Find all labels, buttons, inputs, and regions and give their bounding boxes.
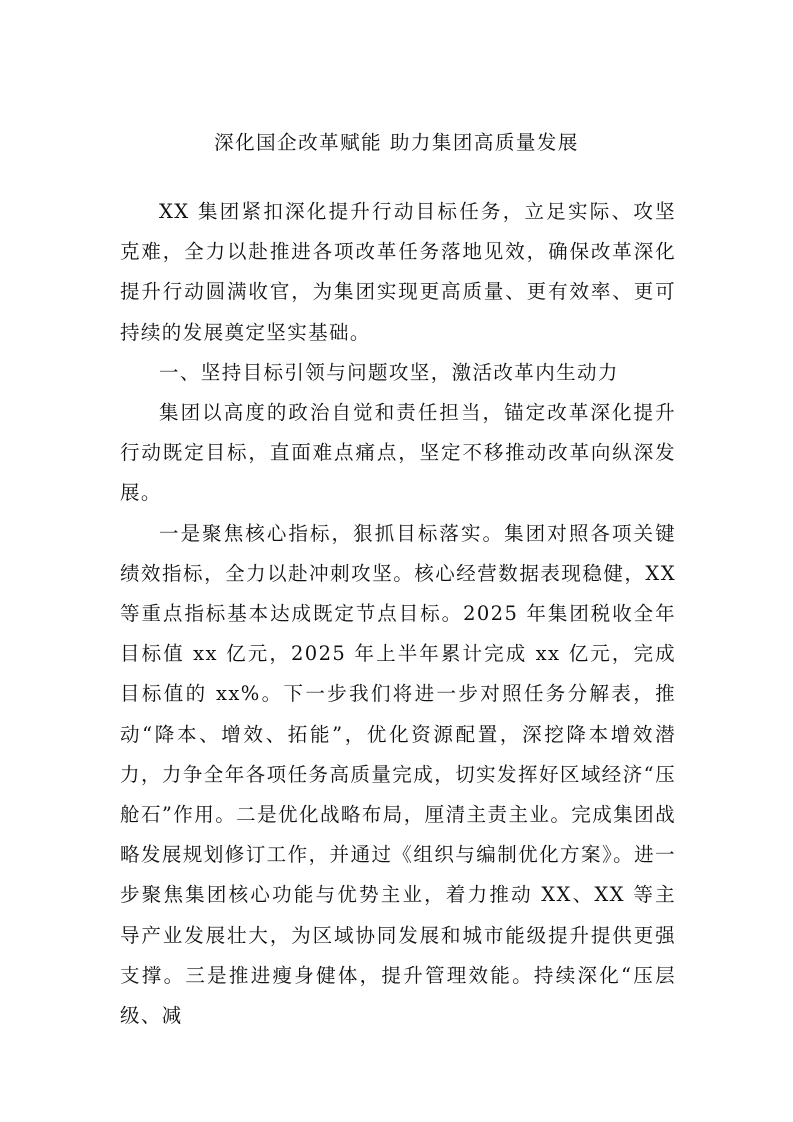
section-heading: 一、坚持目标引领与问题攻坚，激活改革内生动力 [159, 360, 619, 384]
intro-paragraph: XX 集团紧扣深化提升行动目标任务，立足实际、攻坚克难，全力以赴推进各项改革任务落地见效，确保改革深化提升行动圆满收官，为集团实现更高质量、更有效率、更可持续的发展奠定坚实基础。 [120, 200, 676, 344]
section-intro-paragraph: 集团以高度的政治自觉和责任担当，锚定改革深化提升行动既定目标，直面难点痛点，坚定不移推动改革向纵深发展。 [120, 401, 676, 505]
detail-paragraph: 一是聚焦核心指标，狠抓目标落实。集团对照各项关键绩效指标，全力以赴冲刺攻坚。核心经营数据表现稳健，XX 等重点指标基本达成既定节点目标。2025 年集团税收全年目标值 xx 亿元，2025 年上半年累计完成 xx 亿元，完成目标值的 xx%。下一步我们将进一步对照任务分解表，推动“降本、增效、拓能”，优化资源配置，深挖降本增效潜力，力争全年各项任务高质量完成，切实发挥好区域经济“压舱石”作用。二是优化战略布局，厘清主责主业。完成集团战略发展规划修订工作，并通过《组织与编制优化方案》。进一步聚焦集团核心功能与优势主业，着力推动 XX、XX 等主导产业发展壮大，为区域协同发展和城市能级提升提供更强支撑。三是推进瘦身健体，提升管理效能。持续深化“压层级、减 [120, 521, 676, 1028]
document-body [120, 192, 676, 1036]
document-title: 深化国企改革赋能 助力集团高质量发展 [214, 131, 579, 154]
